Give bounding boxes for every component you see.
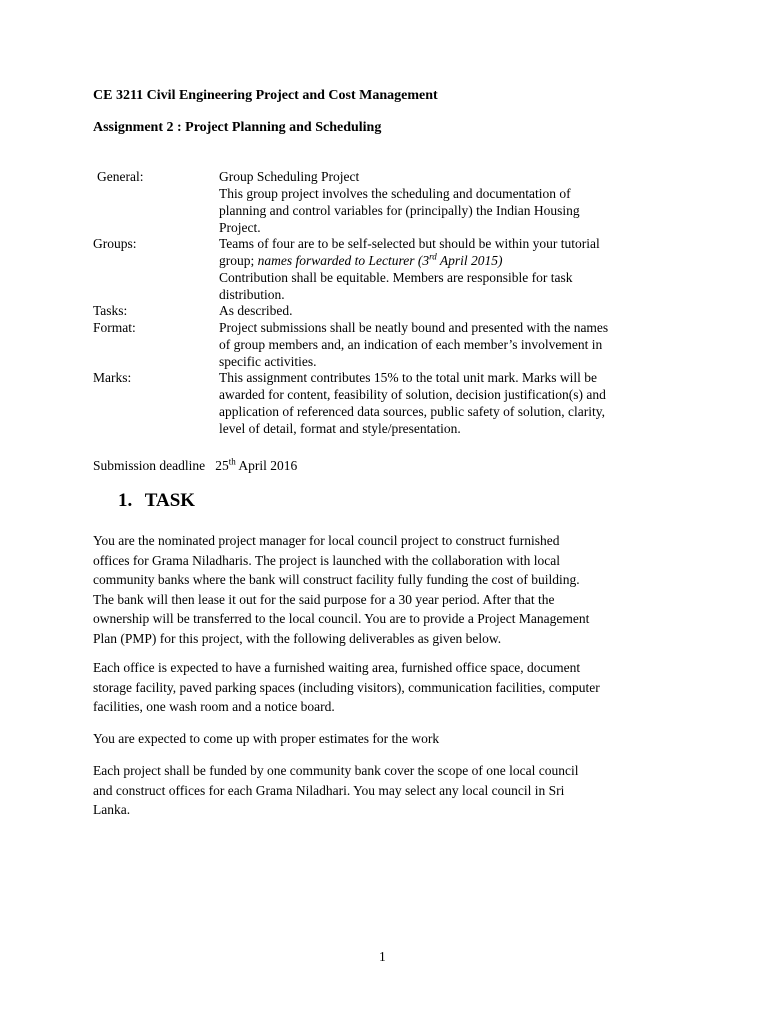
paragraph-line: facilities, one wash room and a notice board. xyxy=(93,699,335,714)
paragraph xyxy=(93,761,693,820)
paragraph-line: You are expected to come up with proper estimates for the work xyxy=(93,731,440,746)
marks-text xyxy=(219,369,659,437)
assignment-title: Assignment 2 : Project Planning and Scheduling xyxy=(93,120,382,135)
paragraph xyxy=(93,531,693,648)
deadline-day: 25 xyxy=(215,458,229,473)
deadline-ordinal: th xyxy=(228,456,236,467)
tasks-line: As described. xyxy=(219,303,293,318)
paragraph-line: Each office is expected to have a furnished waiting area, furnished office space, document xyxy=(93,660,581,675)
ordinal-suffix: rd xyxy=(429,251,437,262)
course-title: CE 3211 Civil Engineering Project and Cost Management xyxy=(93,88,438,103)
groups-line: Teams of four are to be self-selected but should be within your tutorial xyxy=(219,236,600,251)
section-title: TASK xyxy=(144,490,196,511)
format-line: of group members and, an indication of each member’s involvement in xyxy=(219,337,603,352)
groups-label: Groups: xyxy=(93,236,137,251)
lecturer-deadline-text: names forwarded to Lecturer (3 xyxy=(257,253,430,268)
general-line: Project. xyxy=(219,220,261,235)
submission-deadline xyxy=(93,458,297,474)
groups-line-prefix: group; xyxy=(219,253,258,268)
general-line: This group project involves the scheduling and documentation of xyxy=(219,186,571,201)
paragraph xyxy=(93,729,693,749)
page-number: 1 xyxy=(379,949,386,964)
paragraph-line: Each project shall be funded by one community bank cover the scope of one local council xyxy=(93,763,579,778)
tasks-text xyxy=(219,302,659,319)
paragraph-line: and construct offices for each Grama Niladhari. You may select any local council in Sri xyxy=(93,782,565,798)
format-line: specific activities. xyxy=(219,354,317,369)
marks-label: Marks: xyxy=(93,370,132,385)
section-heading xyxy=(118,490,195,512)
paragraph-line: offices for Grama Niladharis. The project is launched with the collaboration with local xyxy=(93,552,560,568)
marks-line: application of referenced data sources, public safety of solution, clarity, xyxy=(219,404,605,419)
section-number: 1. xyxy=(118,490,133,511)
groups-line: distribution. xyxy=(219,287,285,302)
deadline-month-year: April 2016 xyxy=(235,458,298,473)
format-text xyxy=(219,319,659,370)
general-text xyxy=(219,168,659,236)
deadline-label: Submission deadline xyxy=(93,458,206,473)
paragraph-line: You are the nominated project manager for local council project to construct furnished xyxy=(93,533,560,548)
paragraph xyxy=(93,658,693,717)
paragraph-line: storage facility, paved parking spaces (including visitors), communication facilities, computer xyxy=(93,679,600,695)
paragraph-line: Lanka. xyxy=(93,802,131,817)
marks-line: This assignment contributes 15% to the total unit mark. Marks will be xyxy=(219,370,597,385)
format-line: Project submissions shall be neatly bound and presented with the names xyxy=(219,320,609,335)
general-label: General: xyxy=(97,169,144,184)
paragraph-line: ownership will be transferred to the local council. You are to provide a Project Management xyxy=(93,611,590,626)
general-line: planning and control variables for (principally) the Indian Housing xyxy=(219,203,580,218)
tasks-label: Tasks: xyxy=(93,303,128,318)
groups-line xyxy=(219,252,659,269)
paragraph-line: The bank will then lease it out for the said purpose for a 30 year period. After that the xyxy=(93,591,555,607)
marks-line: awarded for content, feasibility of solution, decision justification(s) and xyxy=(219,387,606,402)
groups-line: Contribution shall be equitable. Members are responsible for task xyxy=(219,270,573,285)
paragraph-line: community banks where the bank will construct facility fully funding the cost of building. xyxy=(93,572,580,587)
paragraph-line: Plan (PMP) for this project, with the following deliverables as given below. xyxy=(93,630,502,646)
groups-text xyxy=(219,235,659,303)
marks-line: level of detail, format and style/presentation. xyxy=(219,421,461,436)
lecturer-deadline-date: April 2015) xyxy=(436,253,503,268)
format-label: Format: xyxy=(93,320,136,335)
general-line: Group Scheduling Project xyxy=(219,169,360,184)
